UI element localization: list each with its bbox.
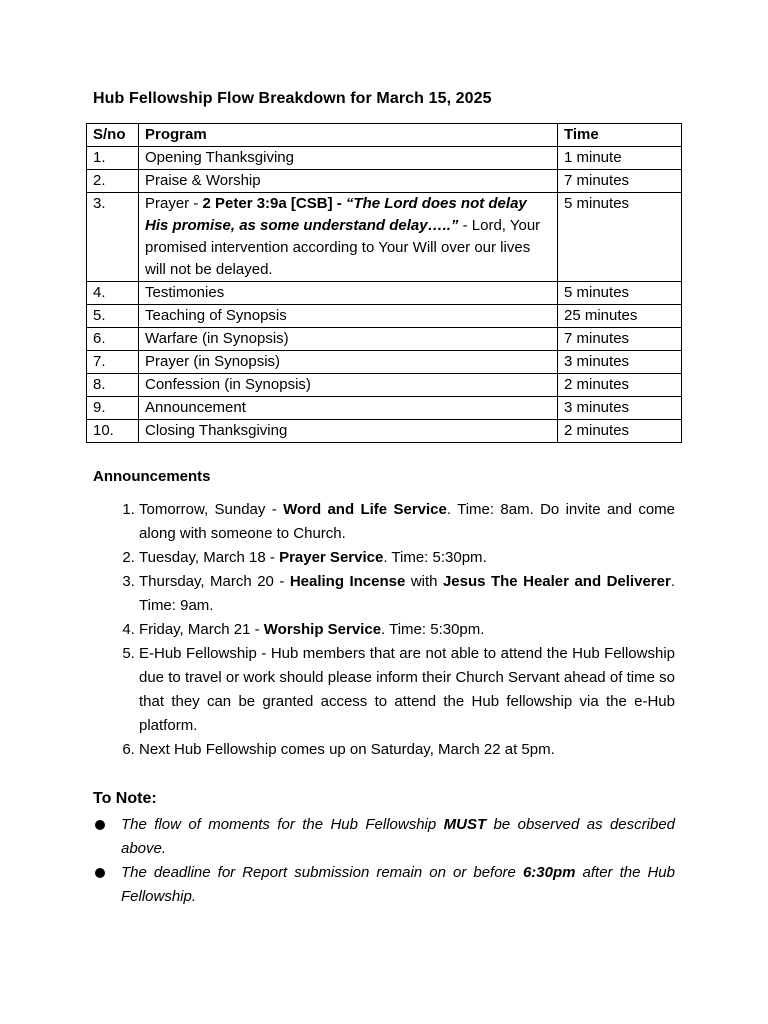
row-sno: 10. [87,420,139,443]
table-row [87,351,682,374]
announcement-item [139,498,675,546]
announcement-text: Thursday, March 20 - [139,573,290,590]
announcements-heading: Announcements [93,468,211,485]
row-time: 2 minutes [558,374,682,397]
row-program: Prayer (in Synopsis) [139,351,558,374]
announcements-list [93,498,675,762]
row-time: 3 minutes [558,397,682,420]
scripture-quote: “The Lord does not delay His promise, as some understand delay…..” [145,195,527,234]
row-time: 25 minutes [558,305,682,328]
table-row [87,374,682,397]
row-sno: 8. [87,374,139,397]
note-text: be observed as described above. [121,816,675,857]
row-program: Teaching of Synopsis [139,305,558,328]
note-text: after the Hub Fellowship. [121,864,675,905]
announcement-event: Word and Life Service [283,501,447,518]
announcement-item [139,570,675,618]
table-row [87,170,682,193]
announcement-event: Prayer Service [279,549,384,566]
announcement-text: Friday, March 21 - [139,621,264,638]
row-program [139,193,558,282]
announcement-text: Tuesday, March 18 - [139,549,280,566]
announcement-text: . Time: 8am. Do invite and come along with someone to Church. [139,501,676,542]
column-header-sno: S/no [87,124,139,147]
row-time: 3 minutes [558,351,682,374]
row-program: Closing Thanksgiving [139,420,558,443]
row-time: 5 minutes [558,193,682,282]
announcement-text: . Time: 5:30pm. [381,621,485,638]
row-sno: 7. [87,351,139,374]
row-sno: 1. [87,147,139,170]
row-program: Testimonies [139,282,558,305]
row-time: 7 minutes [558,328,682,351]
table-row [87,282,682,305]
note-text: The flow of moments for the Hub Fellowship [121,816,444,833]
announcement-item [139,546,675,570]
announcement-text: . Time: 9am. [139,573,675,614]
announcement-item [139,618,675,642]
table-row [87,147,682,170]
announcement-text: . Time: 5:30pm. [383,549,487,566]
to-note-list [93,813,675,909]
bullet-icon [95,868,105,878]
prayer-text: - Lord, Your promised intervention according to Your Will over our lives will not be delayed. [145,217,541,278]
table-row [87,328,682,351]
table-row [87,397,682,420]
note-emphasis: 6:30pm [522,864,576,881]
row-time: 5 minutes [558,282,682,305]
announcement-item: 6. Next Hub Fellowship comes up on Saturday, March 22 at 5pm. [139,738,675,762]
row-sno: 9. [87,397,139,420]
row-program: Confession (in Synopsis) [139,374,558,397]
note-item [93,813,675,861]
announcement-text: with [405,573,443,590]
row-sno: 3. [87,193,139,282]
scripture-reference: 2 Peter 3:9a [CSB] - [202,195,346,212]
row-sno: 5. [87,305,139,328]
announcement-event: Healing Incense [289,573,406,590]
row-sno: 2. [87,170,139,193]
column-header-time: Time [558,124,682,147]
row-time: 1 minute [558,147,682,170]
announcement-event: Worship Service [263,621,382,638]
row-program: Warfare (in Synopsis) [139,328,558,351]
row-time: 2 minutes [558,420,682,443]
table-header-row [87,124,682,147]
program-prefix: Prayer - [145,195,203,212]
row-program: Praise & Worship [139,170,558,193]
bullet-icon [95,820,105,830]
announcement-theme: Jesus The Healer and Deliverer [442,573,671,590]
column-header-program: Program [139,124,558,147]
row-sno: 6. [87,328,139,351]
document-title: Hub Fellowship Flow Breakdown for March 15, 2025 [93,90,492,107]
row-program: Announcement [139,397,558,420]
note-emphasis: MUST [443,816,487,833]
announcement-item: 5. E-Hub Fellowship - Hub members that are not able to attend the Hub Fellowship due to travel or work should please inform their Church Servant ahead of time so that they can be granted access to attend the Hub fellowship via the e-Hub platform. [139,642,675,738]
table-row [87,305,682,328]
announcement-text: Tomorrow, Sunday - [139,501,284,518]
note-item [93,861,675,909]
to-note-heading: To Note: [93,790,157,807]
table-row [87,420,682,443]
table-row [87,193,682,282]
row-program: Opening Thanksgiving [139,147,558,170]
note-text: The deadline for Report submission remain on or before [121,864,523,881]
program-flow-table [86,123,682,443]
row-time: 7 minutes [558,170,682,193]
row-sno: 4. [87,282,139,305]
